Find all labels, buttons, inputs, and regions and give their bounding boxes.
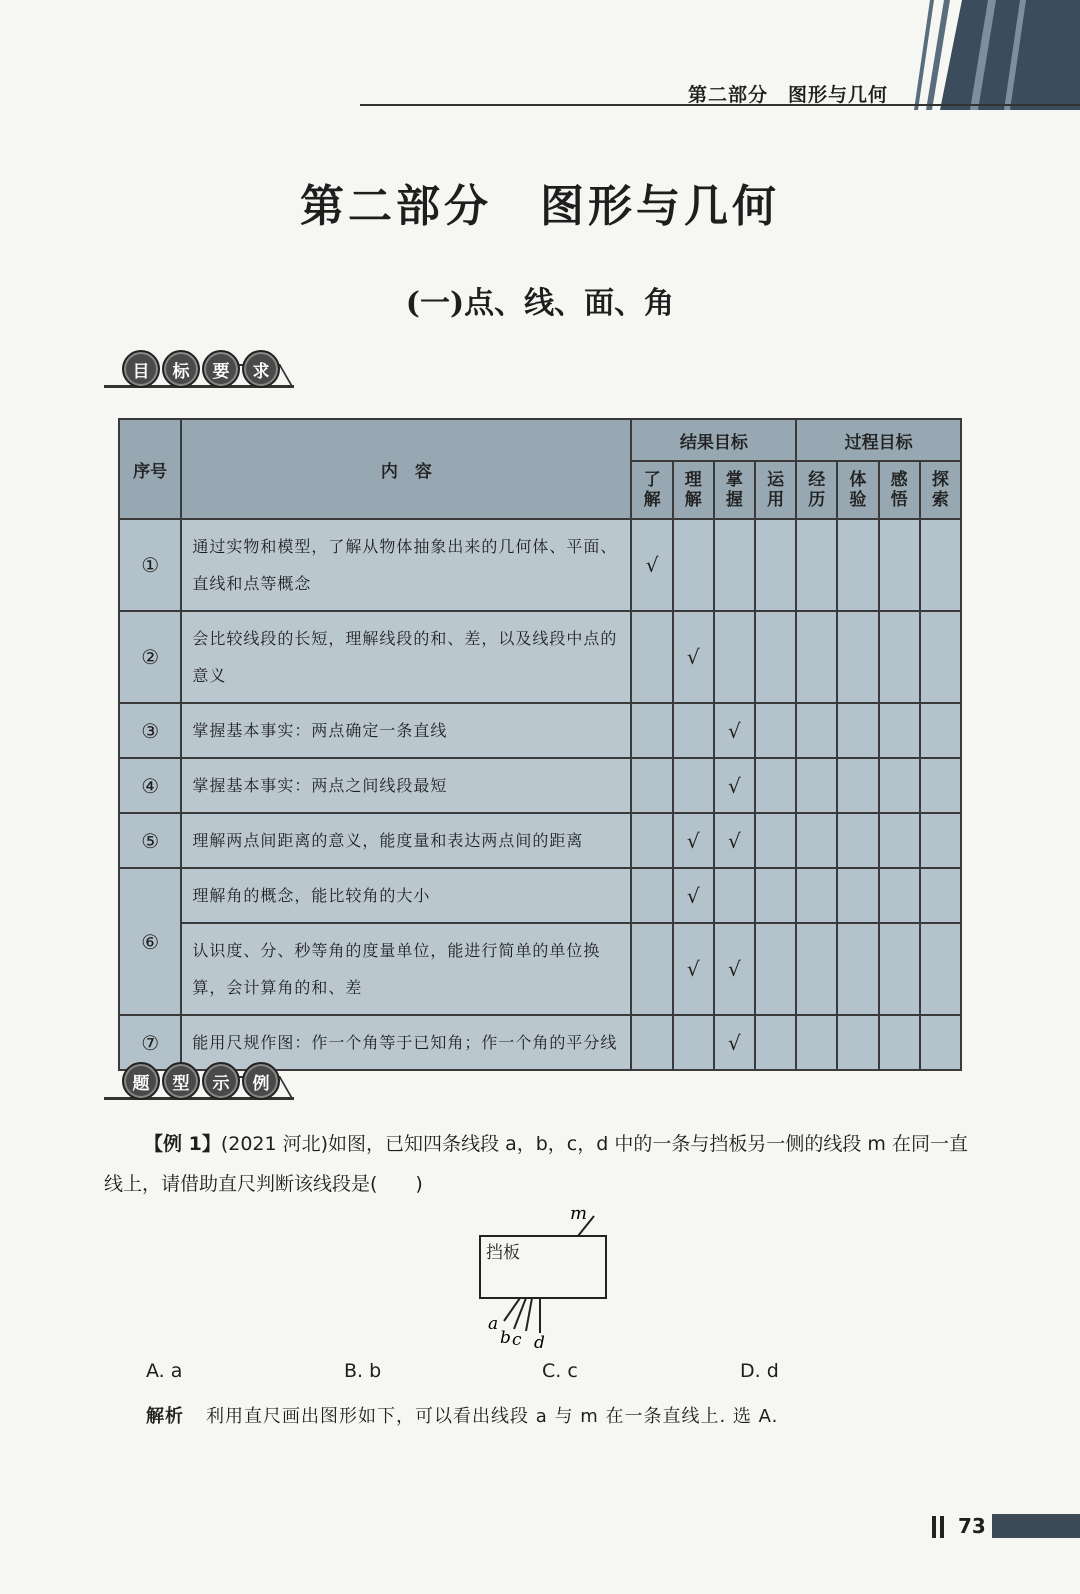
banner-char: 标 — [162, 350, 200, 388]
row-number: ③ — [119, 703, 181, 758]
check-cell: √ — [673, 923, 714, 1015]
check-cell — [837, 758, 878, 813]
check-cell — [755, 813, 796, 868]
check-cell — [673, 519, 714, 611]
goals-table — [118, 418, 962, 1071]
option-a[interactable]: A. a — [146, 1360, 183, 1382]
check-cell — [796, 519, 837, 611]
baffle-figure — [470, 1203, 630, 1353]
check-cell: √ — [673, 868, 714, 923]
subheader: 经历 — [796, 461, 837, 519]
row-content: 理解两点间距离的意义，能度量和表达两点间的距离 — [181, 813, 631, 868]
table-row — [119, 703, 961, 758]
check-cell — [714, 611, 755, 703]
check-cell — [631, 758, 672, 813]
row-content: 理解角的概念，能比较角的大小 — [181, 868, 631, 923]
part-title: 第二部分 图形与几何 — [300, 181, 780, 232]
check-cell — [920, 611, 961, 703]
result-goals-header: 结果目标 — [631, 419, 796, 461]
table-row — [119, 758, 961, 813]
check-cell — [755, 519, 796, 611]
check-cell — [673, 703, 714, 758]
check-cell — [920, 519, 961, 611]
check-cell — [879, 519, 920, 611]
check-cell — [631, 1015, 672, 1070]
check-cell — [837, 813, 878, 868]
banner-char: 示 — [202, 1062, 240, 1100]
option-c[interactable]: C. c — [542, 1360, 578, 1382]
check-cell — [879, 611, 920, 703]
check-cell: √ — [714, 1015, 755, 1070]
check-cell — [796, 703, 837, 758]
segment-c — [526, 1298, 532, 1331]
option-b[interactable]: B. b — [344, 1360, 382, 1382]
subheader: 探索 — [920, 461, 961, 519]
check-cell — [837, 519, 878, 611]
banner-char: 目 — [122, 350, 160, 388]
label-a: a — [488, 1314, 499, 1334]
check-cell — [631, 703, 672, 758]
check-cell — [631, 868, 672, 923]
check-cell — [755, 1015, 796, 1070]
baffle-label: 挡板 — [486, 1243, 520, 1263]
row-content: 能用尺规作图：作一个角等于已知角；作一个角的平分线 — [181, 1015, 631, 1070]
check-cell — [837, 703, 878, 758]
subheader: 掌握 — [714, 461, 755, 519]
row-content: 掌握基本事实：两点确定一条直线 — [181, 703, 631, 758]
check-cell — [796, 813, 837, 868]
process-goals-header: 过程目标 — [796, 419, 961, 461]
col-serial-header: 序号 — [119, 419, 181, 519]
check-cell — [920, 758, 961, 813]
check-cell — [837, 1015, 878, 1070]
check-cell: √ — [714, 703, 755, 758]
subheader: 理解 — [673, 461, 714, 519]
subheader: 运用 — [755, 461, 796, 519]
check-cell — [837, 923, 878, 1015]
label-c: c — [512, 1330, 522, 1350]
examples-banner — [104, 1062, 294, 1104]
header-stripes-decoration — [900, 0, 1080, 110]
row-number: ① — [119, 519, 181, 611]
check-cell — [714, 868, 755, 923]
row-number: ⑤ — [119, 813, 181, 868]
check-cell — [837, 611, 878, 703]
running-header: 第二部分 图形与几何 — [688, 84, 889, 106]
check-cell: √ — [714, 923, 755, 1015]
label-b: b — [500, 1328, 511, 1348]
banner-char: 题 — [122, 1062, 160, 1100]
page-number-bar — [932, 1516, 936, 1538]
label-d: d — [534, 1333, 545, 1353]
check-cell — [920, 703, 961, 758]
subheader: 感悟 — [879, 461, 920, 519]
check-cell — [920, 813, 961, 868]
table-row — [119, 611, 961, 703]
row-number: ⑥ — [119, 868, 181, 1015]
row-number: ④ — [119, 758, 181, 813]
subheader: 了解 — [631, 461, 672, 519]
check-cell — [879, 923, 920, 1015]
banner-char: 求 — [242, 350, 280, 388]
check-cell — [631, 923, 672, 1015]
example-text: (2021 河北)如图，已知四条线段 a，b，c，d 中的一条与挡板另一侧的线段 m 在同一直线上，请借助直尺判断该线段是( ) — [104, 1133, 968, 1195]
subheader: 体验 — [837, 461, 878, 519]
section-title: (一)点、线、面、角 — [405, 286, 675, 321]
page-number-bar — [992, 1514, 1080, 1538]
col-content-header: 内 容 — [181, 419, 631, 519]
row-content: 通过实物和模型，了解从物体抽象出来的几何体、平面、直线和点等概念 — [181, 519, 631, 611]
check-cell — [837, 868, 878, 923]
check-cell — [920, 923, 961, 1015]
analysis-label: 解析 — [146, 1406, 184, 1427]
check-cell — [631, 813, 672, 868]
check-cell: √ — [631, 519, 672, 611]
table-row — [119, 813, 961, 868]
row-content: 掌握基本事实：两点之间线段最短 — [181, 758, 631, 813]
check-cell — [796, 868, 837, 923]
table-row — [119, 868, 961, 923]
table-row — [119, 923, 961, 1015]
check-cell: √ — [714, 813, 755, 868]
check-cell — [714, 519, 755, 611]
check-cell — [879, 703, 920, 758]
banner-char: 型 — [162, 1062, 200, 1100]
page-number: 73 — [958, 1514, 986, 1538]
banner-char: 例 — [242, 1062, 280, 1100]
check-cell — [673, 758, 714, 813]
page-number-bar — [940, 1516, 944, 1538]
check-cell — [755, 868, 796, 923]
check-cell — [879, 868, 920, 923]
check-cell — [920, 1015, 961, 1070]
check-cell — [796, 923, 837, 1015]
check-cell: √ — [714, 758, 755, 813]
check-cell — [879, 758, 920, 813]
check-cell — [796, 611, 837, 703]
check-cell — [879, 1015, 920, 1070]
analysis — [146, 1402, 778, 1428]
analysis-text: 利用直尺画出图形如下，可以看出线段 a 与 m 在一条直线上. 选 A. — [206, 1406, 779, 1427]
banner-char: 要 — [202, 350, 240, 388]
table-row — [119, 519, 961, 611]
row-content: 认识度、分、秒等角的度量单位，能进行简单的单位换算，会计算角的和、差 — [181, 923, 631, 1015]
check-cell — [755, 923, 796, 1015]
check-cell — [920, 868, 961, 923]
option-d[interactable]: D. d — [740, 1360, 779, 1382]
check-cell — [796, 758, 837, 813]
check-cell — [755, 611, 796, 703]
check-cell: √ — [673, 611, 714, 703]
example-question — [104, 1124, 984, 1204]
check-cell — [755, 758, 796, 813]
check-cell: √ — [673, 813, 714, 868]
row-content: 会比较线段的长短，理解线段的和、差，以及线段中点的意义 — [181, 611, 631, 703]
row-number: ② — [119, 611, 181, 703]
row-number: ⑦ — [119, 1015, 181, 1070]
check-cell — [631, 611, 672, 703]
goals-banner — [104, 350, 294, 392]
label-m: m — [570, 1203, 588, 1224]
check-cell — [796, 1015, 837, 1070]
check-cell — [879, 813, 920, 868]
check-cell — [755, 703, 796, 758]
check-cell — [673, 1015, 714, 1070]
example-label: 【例 1】 — [144, 1133, 221, 1155]
